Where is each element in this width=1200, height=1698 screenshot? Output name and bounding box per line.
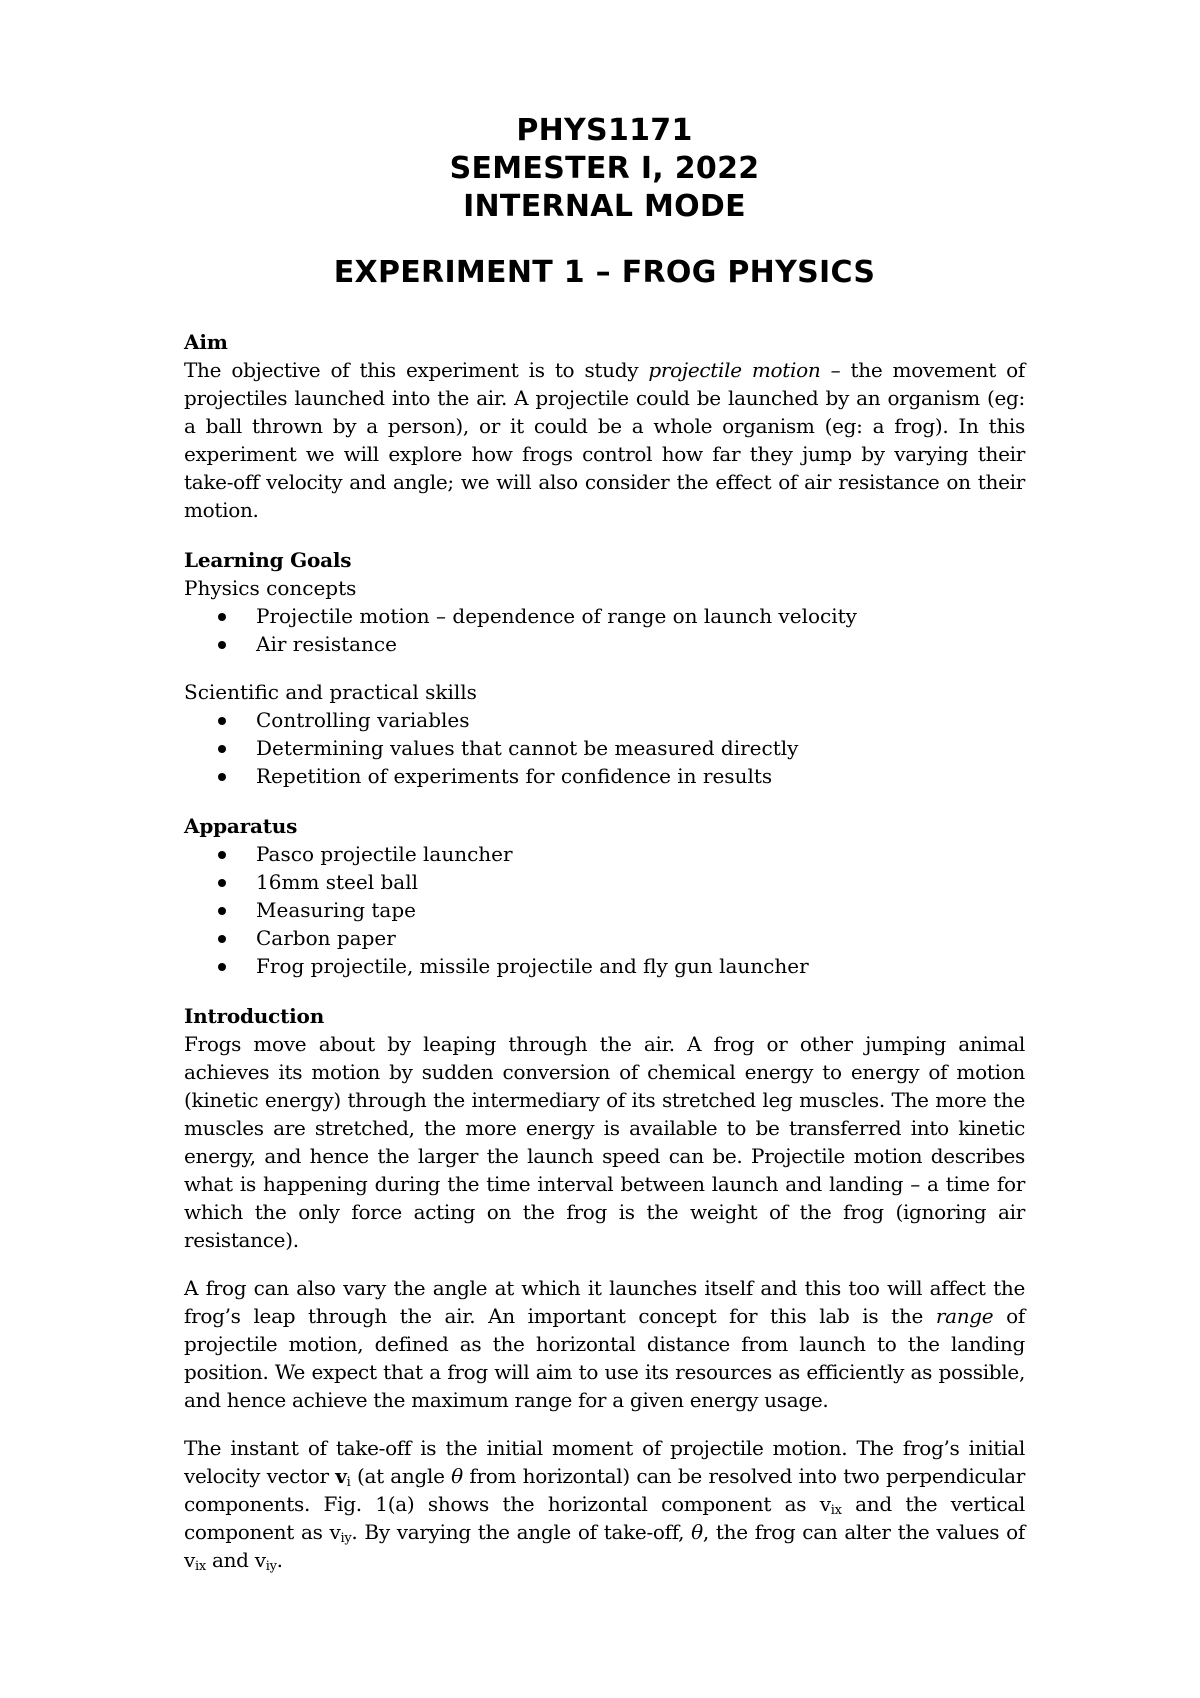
skills-list [184, 706, 1025, 790]
bullet-icon [218, 963, 226, 971]
aim-heading: Aim [184, 330, 228, 354]
velocity-symbol: v [335, 1464, 347, 1488]
introduction-paragraph-1: Frogs move about by leaping through the air. A frog or other jumping animal achieves its motion by sudden conversion of chemical energy to energy of motion (kinetic energy) through the intermediary of its stretched leg muscles. The more the muscles are stretched, the more energy is available to be transferred into kinetic energy, and hence the larger the launch speed can be. Projectile motion describes what is happening during the time interval between launch and landing – a time for which the only force acting on the frog is the weight of the frog (ignoring air resistance). [184, 1032, 1025, 1252]
semester-label: SEMESTER I, 2022 [449, 151, 760, 186]
aim-emphasis: projectile motion [648, 358, 821, 382]
list-item: Controlling variables [218, 706, 1025, 734]
list-item: Carbon paper [218, 924, 1025, 952]
bullet-icon [218, 773, 226, 781]
list-item: Repetition of experiments for confidence in results [218, 762, 1025, 790]
physics-concepts-list [184, 602, 1025, 658]
list-item: Measuring tape [218, 896, 1025, 924]
bullet-icon [218, 745, 226, 753]
aim-paragraph [184, 356, 1025, 524]
title-block [184, 112, 1025, 226]
bullet-icon [218, 935, 226, 943]
bullet-icon [218, 717, 226, 725]
experiment-title: EXPERIMENT 1 – FROG PHYSICS [333, 255, 876, 290]
skills-label: Scientific and practical skills [184, 680, 477, 704]
theta-symbol: θ [451, 1464, 463, 1488]
list-item: Pasco projectile launcher [218, 840, 1025, 868]
course-code: PHYS1171 [516, 113, 693, 148]
aim-text-1: The objective of this experiment is to study [184, 358, 649, 382]
list-item: Frog projectile, missile projectile and fly gun launcher [218, 952, 1025, 980]
theta-symbol: θ [691, 1520, 703, 1544]
list-item: 16mm steel ball [218, 868, 1025, 896]
aim-text-2: – the movement of projectiles launched into the air. A projectile could be launched by an organism (eg: a ball thrown by a person), or it could be a whole organism (eg: a frog). In this experiment we will explore how frogs control how far they jump by varying their take-off velocity and angle; we will also consider the effect of air resistance on their motion. [184, 358, 1025, 522]
bullet-icon [218, 613, 226, 621]
learning-goals-section [184, 546, 1025, 790]
apparatus-heading: Apparatus [184, 814, 298, 838]
introduction-paragraph-2: A frog can also vary the angle at which it launches itself and this too will affect the frog’s leap through the air. An important concept for this lab is the range of projectile motion, defined as the horizontal distance from launch to the landing position. We expect that a frog will aim to use its resources as efficiently as possible, and hence achieve the maximum range for a given energy usage. [184, 1276, 1025, 1412]
apparatus-section [184, 812, 1025, 980]
list-item: Determining values that cannot be measured directly [218, 734, 1025, 762]
range-emphasis: range [935, 1304, 994, 1328]
aim-section [184, 328, 1025, 524]
introduction-paragraph-3: The instant of take-off is the initial moment of projectile motion. The frog’s initial velocity vector $v_i$ (at angle θ from horizontal) can be resolved into two perpendicular components. Fig. 1(a) shows the horizontal component as $v_{ix}$ and the vertical component as $v_{iy}$. By varying the angle of take-off, θ, the frog can alter the values of $v_{ix}$ and $v_{iy}$. [184, 1436, 1026, 1574]
bullet-icon [218, 641, 226, 649]
list-item: Projectile motion – dependence of range on launch velocity [218, 602, 1025, 630]
learning-goals-heading: Learning Goals [184, 548, 352, 572]
physics-concepts-label: Physics concepts [184, 576, 357, 600]
mode-label: INTERNAL MODE [463, 189, 746, 224]
bullet-icon [218, 879, 226, 887]
apparatus-list [184, 840, 1025, 980]
bullet-icon [218, 907, 226, 915]
list-item: Air resistance [218, 630, 1025, 658]
bullet-icon [218, 851, 226, 859]
introduction-heading: Introduction [184, 1004, 325, 1028]
introduction-section [184, 1002, 1025, 1574]
